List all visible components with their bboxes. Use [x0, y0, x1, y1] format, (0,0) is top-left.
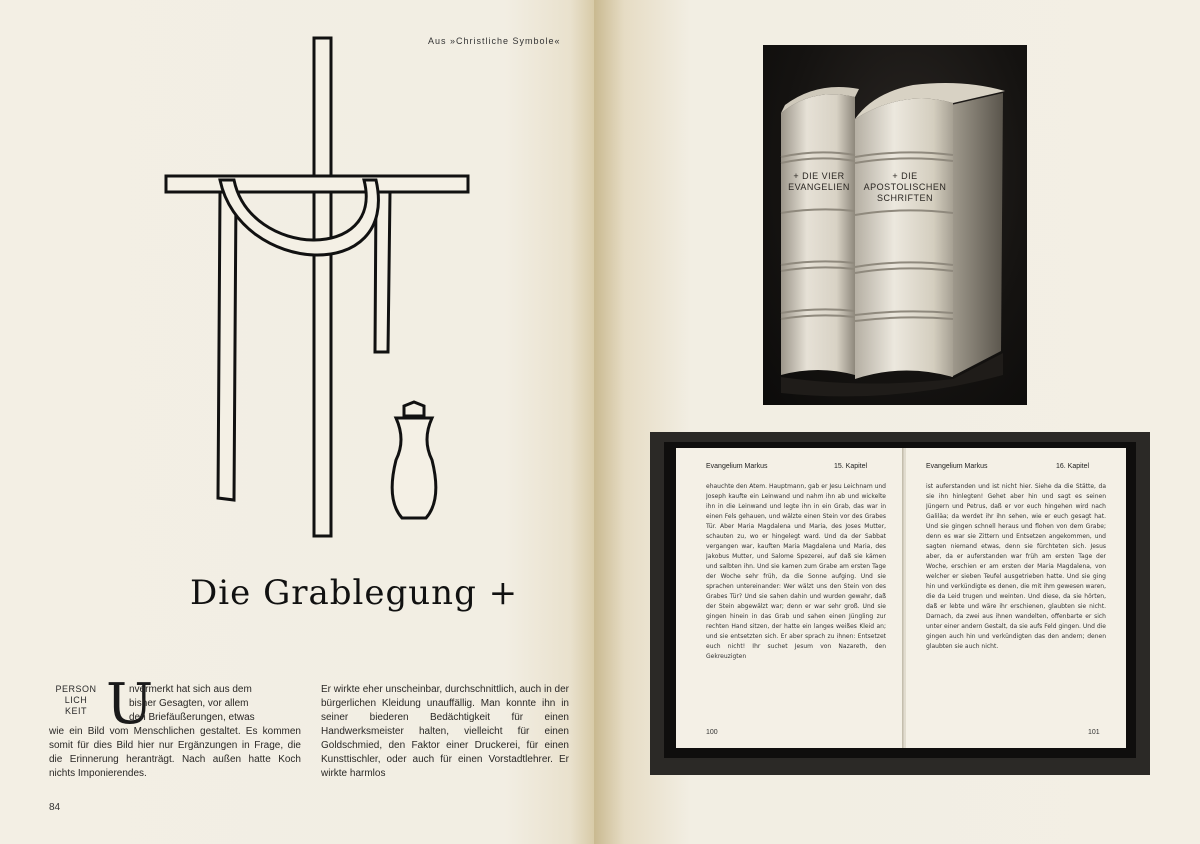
- margin-note-line: KEIT: [64, 706, 87, 716]
- cross-illustration: [150, 30, 510, 550]
- bible-page-number: 101: [1088, 729, 1100, 736]
- books-photo: [763, 45, 1027, 405]
- book-spine-label-1: + DIE VIER EVANGELIEN: [788, 171, 850, 192]
- margin-note-line: LICH: [64, 695, 88, 705]
- page-number: 84: [49, 802, 61, 813]
- bible-left-page: [676, 448, 904, 748]
- page-title: Die Grablegung +: [190, 573, 519, 613]
- left-page: [0, 0, 594, 844]
- jar-icon: [392, 402, 436, 518]
- open-bible-photo: [650, 432, 1150, 775]
- text-column-2: Er wirkte eher unscheinbar, durchschnittlich, auch in der bürgerlichen Kleidung unauffällig. Man konnte ihn in seiner biederen Bedächtigkeit für einen Handwerksmeister halten, vielleicht für einen Goldschmied, den Faktor einer Druckerei, für einen Kunsttischler, oder auch für einen Vorstadtlehrer. Er wirkte harmlos: [321, 684, 569, 779]
- bible-right-page: [906, 448, 1126, 748]
- bible-running-head: Evangelium Markus: [706, 463, 768, 470]
- caption-source: Aus »Christliche Symbole«: [428, 36, 561, 46]
- drop-cap: U: [106, 672, 154, 737]
- text-paragraph: wie ein Bild vom Menschlichen gestaltet. Es kommen somit für dies Bild hier nur Ergänzungen in Frage, die die Erinnerung heranträgt. Nach außen hatte Koch nichts Imponierendes.: [49, 726, 301, 779]
- bible-text: ist auferstanden und ist nicht hier. Siehe da die Stätte, da sie ihn hinlegten! Gehet aber hin und sagt es seinen Jüngern und Petrus, daß er vor euch hingehen wird nach Galiläa; da werdet ihr ihn sehen, wie er euch gesagt hat. Und sie gingen schnell heraus und flohen von dem Grabe; denn es war sie Zittern und Entsetzen angekommen, und sagten niemand etwas, denn sie fürchteten sich. Jesus aber, da er auferstanden war früh am ersten Tage der Woche, erschien er am ersten der Maria Magdalena, von welcher er sieben Teufel ausgetrieben hatte. Und sie ging hin und verkündigte es denen, die mit ihm gewesen waren, die da Leid trugen und weinten. Und diese, da sie hörten, daß er lebte und wäre ihr erschienen, glaubten sie nicht. Darnach, da zwei aus ihnen wandelten, offenbarte er sich unter einer andern Gestalt, da sie aufs Feld gingen. Und die gingen auch hin und verkündigten das den andern; denen glaubten sie auch nicht.: [926, 483, 1106, 650]
- text-line: nvermerkt hat sich aus dem: [129, 684, 252, 695]
- book-spine-label-2: + DIE APOSTOLISCHEN SCHRIFTEN: [863, 171, 947, 203]
- bible-text: ehauchte den Atem. Hauptmann, gab er Jesu Leichnam und Joseph kaufte ein Leinwand und nahm ihn ab und wickelte ihn in die Leinwand und legte ihn in ein Grab, das war in einen Fels gehauen, und wälzte einen Stein vor des Grabes Tür. Aber Maria Magdalena und Maria, des Joses Mutter, schauten zu, wo er hingelegt ward. Und da der Sabbat vergangen war, kauften Maria Magdalena und Maria, des Jakobus Mutter, und Salome Spezerei, auf daß sie kämen und salbten ihn. Und sie kamen zum Grabe am ersten Tage der Woche sehr früh, da die Sonne aufging. Und sie sprachen untereinander: Wer wälzt uns den Stein von des Grabes Tür? Und sie sahen dahin und wurden gewahr, daß der Stein abgewälzt war; denn er war sehr groß. Und sie gingen hinein in das Grab und sahen einen Jüngling zur rechten Hand sitzen, der hatte ein langes weißes Kleid an; und sie entsetzten sich. Er aber sprach zu ihnen: Entsetzet euch nicht! Ihr suchet Jesum von Nazareth, den Gekreuzigten: [706, 483, 886, 660]
- bible-chapter: 15. Kapitel: [834, 463, 868, 470]
- books-image: [763, 45, 1027, 405]
- bible-chapter: 16. Kapitel: [1056, 463, 1090, 470]
- text-line: den Briefäußerungen, etwas: [129, 712, 255, 723]
- text-column-1: [49, 683, 301, 781]
- bible-running-head: Evangelium Markus: [926, 463, 988, 470]
- bible-page-number: 100: [706, 729, 718, 736]
- text-line: bisher Gesagten, vor allem: [129, 698, 249, 709]
- margin-note-line: PERSON: [55, 684, 97, 694]
